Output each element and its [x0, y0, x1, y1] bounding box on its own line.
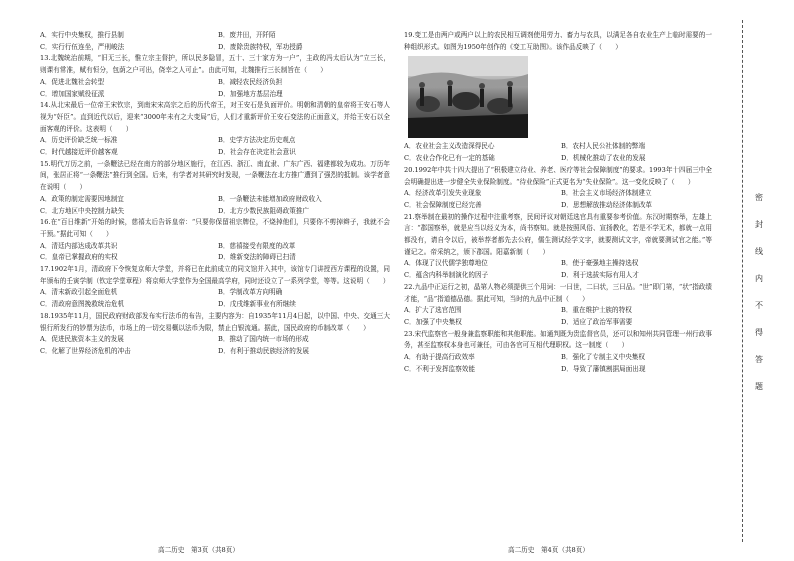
answer-option: C．化解了世界经济危机的冲击 [40, 346, 131, 355]
question-text: 20.1992年中共十四大提出了“积极建立待业、养老、医疗等社会保障制度”的要求。1993年十四届三中全会明确提出进一步健全失业保险制度。“待业保险”正式更名为“失业保险”。这一变化反映了（ ） [404, 165, 712, 186]
seal-char: 不 [755, 301, 763, 310]
question-text: 17.1902年1月，清政府下令恢复京师大学堂，并将已在此前成立的同文馆并入其中，该馆专门讲授西方课程的设置，同年颁布的壬寅学制（钦定学堂章程）将京师大学堂作为全国最高学府，同时还设立了一系列学堂，等等。这说明（ ） [40, 265, 390, 285]
answer-options [404, 188, 712, 211]
answer-option: B．废井田，开阡陌 [218, 31, 276, 39]
answer-options [404, 305, 712, 328]
answer-option: C．增加国家赋役征派 [40, 89, 105, 98]
answer-option: B．减轻农民经济负担 [218, 77, 283, 86]
seal-char: 内 [755, 274, 763, 283]
answer-option: B．慈禧接受有限度的改革 [218, 241, 296, 250]
answer-options [40, 77, 390, 100]
answer-option: D．机械化推动了农业的发展 [561, 154, 646, 163]
answer-option: C．北方地区中央控制力缺失 [40, 206, 125, 215]
answer-option: D．戊戌维新事业有所继续 [218, 300, 296, 309]
answer-option: B．重在维护士族的特权 [561, 306, 632, 315]
answer-option: A．有助于提高行政效率 [404, 353, 475, 362]
answer-option: A．促进民族资本主义的发展 [40, 335, 124, 344]
right-page-column [404, 30, 712, 375]
answer-option: C．蕴含内科举制演化的因子 [404, 271, 489, 280]
question-text: 21.察举制在最初的操作过程中注重考察，民间评议对朝廷选官具有重要参考价值。东汉时期察举，左雄上言：“郡国察举，就是应当以经义为本，尚书察知。就是按照风俗、宣扬教化，若是不学无术，都就一点用都没有，请自令以后，被举荐者都先去公府，儒生测试经学文字，就要测试文字，帝就要测试官之能。”等谨记之。帝采纳之，颁下郡国。阳嘉新制（ ） [404, 212, 712, 256]
answer-option: B．强化了专制主义中央集权 [561, 353, 645, 362]
answer-option: C．时代越接近评价越客观 [40, 148, 118, 157]
answer-option: A．扩大了选官范围 [404, 306, 462, 315]
answer-option: A．农业社会主义改造深得民心 [404, 142, 495, 151]
answer-option: B．农村人民公社体制的弊端 [561, 142, 645, 151]
answer-option: D．思想解放推动经济体制改革 [561, 200, 653, 209]
right-page-footer: 高二历史 第4页（共8页） [508, 546, 589, 554]
answer-option: B．史学方法决定历史观点 [218, 136, 296, 145]
answer-option: D．利于选拔实际有用人才 [561, 271, 639, 280]
question-text: 14.从北宋最后一位帝王宋钦宗，到南宋宋高宗之后的历代帝王，对王安石是负面评价。明朝和清朝的皇帝将王安石等人视为“奸臣”。直到近代以后，迎来“3000年未有之大变局”后，人们才重新评价王安石变法的正面意义，并给王安石以全面客观的评价。这表明（ ） [40, 101, 390, 133]
answer-option: D．加强地方基层治理 [218, 89, 283, 98]
answer-option: D．北方少数民族阻碍政策推广 [218, 206, 310, 215]
answer-options [404, 258, 712, 281]
answer-options [40, 334, 390, 357]
answer-option: C．不利于发挥监察效能 [404, 364, 475, 373]
seal-warning-text [752, 190, 766, 406]
answer-option: A．促进北魏社会转型 [40, 77, 105, 86]
answer-option: B．社会主义市场经济体制建立 [561, 189, 652, 198]
question-text: 22.九品中正运行之初，晶第人物必须提供三个用词：一曰世，二曰状，三曰品。“世”即门第，“状”指政绩才能，“品”指道德品德。据此可知，当时的九品中正制（ ） [404, 282, 712, 303]
left-page-footer: 高二历史 第3页（共8页） [158, 546, 239, 554]
question-text: 13.北魏统治前期，“旧无三长，惟立宗主督护，所以民多隐冒，五十、三十家方为一户”，主政的冯太后认为“立三长，则课有常准，赋有恒分，包荫之户可出，侥幸之人可止”。由此可知，北魏推行三长制旨在（ ） [40, 54, 390, 75]
seal-binding-line [742, 20, 743, 542]
seal-char: 得 [755, 328, 763, 337]
left-page-column [40, 30, 390, 358]
answer-options [40, 30, 390, 53]
answer-options [40, 287, 390, 310]
answer-option: D．社会存在决定社会意识 [218, 148, 296, 157]
question-text: 23.宋代监察官一般身兼监察职能和其他职能。如通判既为贵监督官员，还可以和知州共同管理一州行政事务，甚至监察权本身也可兼任，可由各官可互相代理职权。这一制度（ ） [404, 329, 712, 350]
answer-options [404, 352, 712, 375]
answer-option: A．经济改革引发失业现象 [404, 189, 482, 198]
answer-option: D．导致了藩镇割据局面出现 [561, 364, 646, 373]
answer-option: A．体现了汉代儒学独尊地位 [404, 259, 488, 268]
seal-char: 答 [755, 355, 763, 364]
answer-option: C．社会保障制度已经完善 [404, 200, 482, 209]
answer-option: D．适应了政治军事需要 [561, 317, 633, 326]
answer-option: A．清廷内部达成改革共识 [40, 241, 118, 250]
answer-option: C．实行行伍连坐，严刑峻法 [40, 42, 125, 51]
mutual-aid-painting-image [408, 56, 528, 138]
answer-option: D．废除贵族特权，军功授爵 [218, 42, 303, 51]
answer-option: B．使于豪强地主操持选权 [561, 259, 639, 268]
answer-option: C．清政府意图挽救统治危机 [40, 300, 125, 309]
answer-option: C．加强了中央集权 [404, 317, 462, 326]
question-text: 19.变工是由两户或两户以上的农民相互调剂使用劳力、畜力与农具，以满足各自农业生产上临时需要的一种组织形式。如图为1950年创作的《变工互助图》。该作品反映了（ ） [404, 31, 712, 51]
answer-option: A．历史评价缺乏统一标准 [40, 136, 118, 145]
answer-option: D．有利于推动民族经济的发展 [218, 346, 310, 355]
answer-option: B．学制改革方向明确 [218, 288, 283, 297]
seal-char: 线 [755, 247, 763, 256]
question-text: 15.明代万历之前，一条鞭法已经在南方的部分地区施行，在江西、浙江、南直隶、广东广西、福建都较为成功。万历年间，张居正将“一条鞭法”推行到全国。后来，有学者对其研究时发现，一条鞭法在北方推广遭到了强烈的抵制。该学者意在说明（ ） [40, 159, 390, 192]
answer-option: A．政策的制定需要因地制宜 [40, 194, 124, 203]
answer-options [40, 135, 390, 158]
question-text: 18.1935年11月，国民政府财政部发布实行法币的布告，主要内容为：自1935年11月4日起，以中国、中央、交通三大银行所发行的钞票为法币，市场上的一切交易概以法币为限，禁止白银流通。据此，国民政府的币制改革（ ） [40, 311, 390, 332]
answer-option: A．清末新政引起全面危机 [40, 288, 118, 297]
answer-option: B．推动了国内统一市场的形成 [218, 335, 309, 344]
seal-char: 密 [755, 193, 763, 202]
answer-options [404, 141, 712, 164]
question-text: 16.在“百日维新”开始的时候，慈禧太后告诉皇帝：“只要你保留祖宗牌位，不烧掉他们，只要你不剪掉辫子，我就不会干预。”据此可知（ ） [40, 218, 390, 238]
answer-option: A．实行中央集权，推行县制 [40, 31, 124, 39]
answer-option: D．维新变法的障碍已扫清 [218, 253, 296, 262]
seal-char: 题 [755, 382, 763, 391]
answer-option: B．一条鞭法未能增加政府财政收入 [218, 194, 322, 203]
answer-options [40, 241, 390, 264]
answer-option: C．农业合作化已有一定的基础 [404, 154, 495, 163]
answer-option: C．皇帝已掌握政府的实权 [40, 253, 118, 262]
answer-options [40, 194, 390, 217]
seal-char: 封 [755, 220, 763, 229]
